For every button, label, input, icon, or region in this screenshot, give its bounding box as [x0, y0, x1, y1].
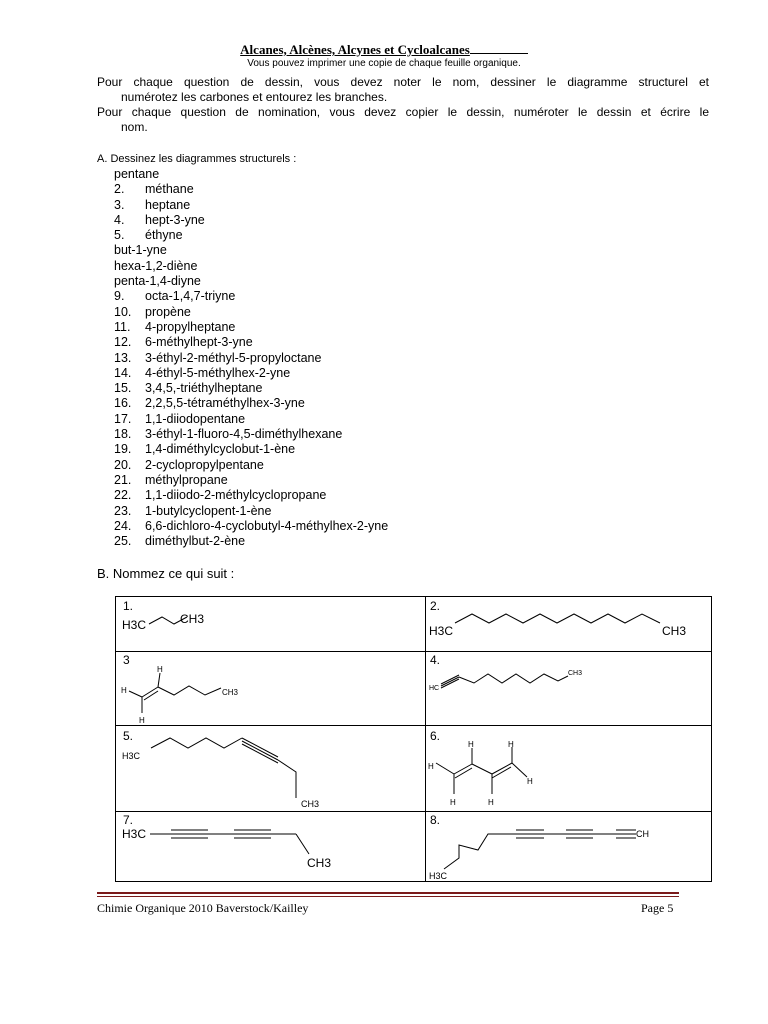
atom-label: CH3 [222, 688, 239, 697]
cell-8-label: 8. [430, 813, 441, 827]
molecule-5 [151, 738, 296, 798]
footer-course: Chimie Organique 2010 Baverstock/Kailley [97, 901, 309, 915]
list-item [114, 182, 388, 197]
atom-label: CH3 [307, 856, 332, 870]
atom-label: H [468, 740, 474, 749]
page-subtitle: Vous pouvez imprimer une copie de chaque feuille organique. [247, 58, 521, 69]
section-a-list [114, 167, 388, 549]
atom-label: H3C [429, 871, 448, 881]
molecule-3 [129, 673, 221, 713]
list-item-text: 6-méthylhept-3-yne [145, 335, 253, 350]
list-item-text: 6,6-dichloro-4-cyclobutyl-4-méthylhex-2-yne [145, 518, 389, 533]
list-item-number: 12. [114, 335, 132, 350]
drawing-instructions-line1: Pour chaque question de dessin, vous devez noter le nom, dessiner le diagramme structurel et [97, 75, 709, 89]
list-item [114, 167, 388, 182]
list-item-number: 9. [114, 289, 125, 304]
list-item-number: 25. [114, 534, 132, 549]
footer-rule-thin [97, 896, 679, 897]
list-item-text: diméthylbut-2-ène [145, 534, 246, 549]
list-item-number: 24. [114, 518, 132, 533]
atom-label: CH3 [180, 612, 205, 626]
list-item [114, 228, 388, 243]
atom-label: H3C [122, 751, 141, 761]
naming-exercise-grid [115, 596, 712, 882]
cell-1-label: 1. [123, 599, 134, 613]
list-item-number: 20. [114, 457, 132, 472]
cell-7-label: 7. [123, 813, 134, 827]
molecule-2 [455, 614, 660, 623]
list-item [114, 396, 388, 411]
list-item [114, 213, 388, 228]
list-item-text: méthylpropane [145, 472, 228, 487]
atom-label: H [450, 798, 456, 807]
list-item [114, 473, 388, 488]
list-item-text: pentane [114, 167, 160, 181]
atom-label: H3C [122, 618, 147, 632]
list-item [114, 504, 388, 519]
atom-label: H [508, 740, 514, 749]
list-item-text: 1,1-diiodopentane [145, 411, 246, 426]
list-item-number: 13. [114, 350, 132, 365]
list-item-number: 3. [114, 197, 125, 212]
list-item-number: 22. [114, 488, 132, 503]
list-item-text: 1,1-diiodo-2-méthylcyclopropane [145, 488, 327, 503]
list-item-text: 3-éthyl-2-méthyl-5-propyloctane [145, 350, 322, 365]
list-item [114, 259, 388, 274]
naming-instructions-line2: nom. [121, 120, 148, 134]
list-item [114, 366, 388, 381]
list-item [114, 427, 388, 442]
list-item-text: but-1-yne [114, 243, 167, 258]
list-item-text: hexa-1,2-diène [114, 258, 198, 273]
atom-label: H [139, 716, 145, 725]
footer-page-number: Page 5 [641, 901, 674, 915]
section-b-heading: B. Nommez ce qui suit : [97, 566, 235, 581]
footer-rule [97, 892, 679, 894]
list-item [114, 534, 388, 549]
molecule-drawings [116, 597, 711, 881]
cell-6-label: 6. [430, 729, 441, 743]
cell-3-label: 3 [123, 653, 130, 667]
list-item-text: 2-cyclopropylpentane [145, 457, 264, 472]
list-item-number: 19. [114, 442, 132, 457]
cell-5-label: 5. [123, 729, 134, 743]
list-item [114, 289, 388, 304]
list-item-text: 4-éthyl-5-méthylhex-2-yne [145, 365, 291, 380]
list-item [114, 458, 388, 473]
list-item-text: 4-propylheptane [145, 319, 236, 334]
list-item-text: 3-éthyl-1-fluoro-4,5-diméthylhexane [145, 427, 343, 442]
drawing-instructions-line2: numérotez les carbones et entourez les branches. [121, 90, 388, 104]
list-item [114, 351, 388, 366]
list-item-number: 15. [114, 381, 132, 396]
atom-label: H3C [429, 624, 454, 638]
list-item-text: hept-3-yne [145, 212, 205, 227]
list-item [114, 320, 388, 335]
list-item-text: 3,4,5,-triéthylheptane [145, 381, 263, 396]
molecule-4 [441, 674, 568, 688]
page-title: Alcanes, Alcènes, Alcynes et Cycloalcanes [0, 42, 768, 57]
list-item-number: 10. [114, 304, 132, 319]
list-item [114, 274, 388, 289]
list-item-text: heptane [145, 197, 191, 212]
atom-label: H [428, 762, 434, 771]
list-item [114, 412, 388, 427]
atom-label: H3C [122, 827, 147, 841]
list-item-number: 23. [114, 503, 132, 518]
atom-label: HC [429, 685, 440, 692]
list-item-text: octa-1,4,7-triyne [145, 289, 236, 304]
molecule-6 [436, 747, 527, 794]
list-item [114, 243, 388, 258]
list-item [114, 335, 388, 350]
naming-instructions-line1: Pour chaque question de nomination, vous devez copier le dessin, numéroter le dessin et écrire le [97, 105, 709, 119]
atom-label: CH3 [662, 624, 687, 638]
list-item-number: 16. [114, 396, 132, 411]
list-item-number: 4. [114, 212, 125, 227]
list-item [114, 519, 388, 534]
atom-label: CH [636, 829, 649, 839]
list-item [114, 381, 388, 396]
list-item-number: 5. [114, 228, 125, 243]
list-item-number: 11. [114, 319, 131, 334]
list-item-text: propène [145, 304, 191, 319]
atom-label: H [488, 798, 494, 807]
list-item-number: 18. [114, 427, 132, 442]
atom-label: CH3 [301, 799, 320, 809]
list-item [114, 488, 388, 503]
list-item-number: 21. [114, 472, 132, 487]
list-item-text: 1,4-diméthylcyclobut-1-ène [145, 442, 296, 457]
list-item-text: 1-butylcyclopent-1-ène [145, 503, 272, 518]
atom-label: H [121, 686, 127, 695]
list-item [114, 198, 388, 213]
list-item-number: 17. [114, 411, 132, 426]
molecule-8 [444, 830, 636, 869]
list-item-number: 2. [114, 182, 125, 197]
molecule-7 [150, 830, 309, 854]
list-item [114, 305, 388, 320]
atom-label: H [527, 777, 533, 786]
section-a-heading: A. Dessinez les diagrammes structurels : [97, 153, 297, 165]
cell-2-label: 2. [430, 599, 441, 613]
list-item-number: 14. [114, 365, 132, 380]
list-item [114, 442, 388, 457]
atom-label: H [157, 665, 163, 674]
drawing-instructions [97, 75, 709, 105]
list-item-text: méthane [145, 182, 194, 197]
naming-instructions [97, 105, 709, 135]
cell-4-label: 4. [430, 653, 441, 667]
atom-label: CH3 [568, 670, 583, 677]
list-item-text: penta-1,4-diyne [114, 274, 201, 289]
list-item-text: 2,2,5,5-tétraméthylhex-3-yne [145, 396, 305, 411]
list-item-text: éthyne [145, 228, 183, 243]
